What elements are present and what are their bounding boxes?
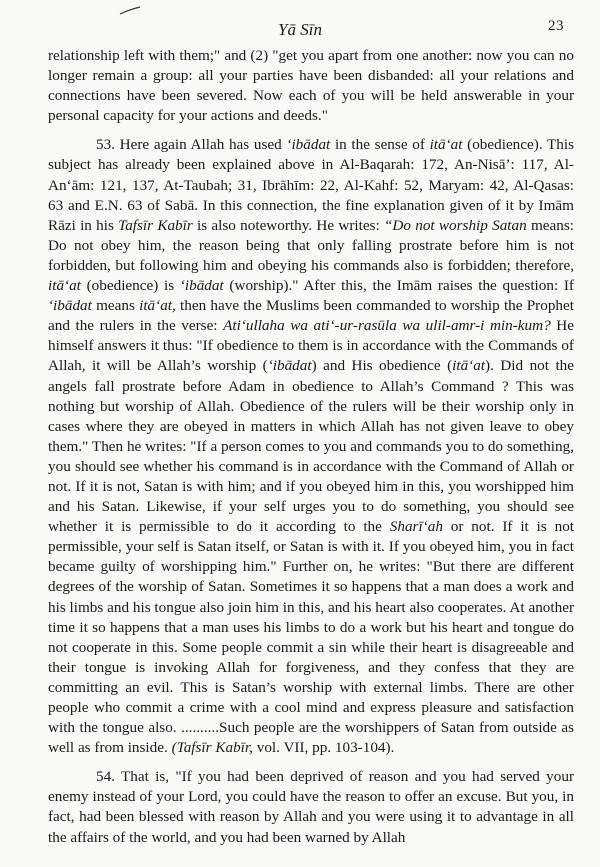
note-53-segment: vol. VII, pp. 103-104). — [252, 739, 395, 757]
note-53 — [48, 135, 574, 758]
note-53-segment: itā‘at — [48, 277, 81, 295]
note-53-segment: in the sense of — [330, 136, 430, 154]
note-53-segment: “Do not worship Satan — [383, 216, 527, 234]
note-53-segment: (worship)." After this, the Imām raises the question: If — [223, 277, 574, 295]
page-number: 23 — [548, 18, 564, 34]
note-53-segment: (Tafsīr Kabīr, — [171, 739, 253, 757]
note-53-segment: (obedience). This subject has already been explained above in Al-Baqarah: 172, An-Nisā’: 117, Al-An‘ām: 121, 137, At-Taubah; 31, Ibrāhīm: 22, Al-Kahf: 52, Maryam: 42, Al-Qasas: 63 and E.N. 63 of Sabā. In this connection, the fine explanation given of it by Imām Rāzi in his — [48, 136, 575, 234]
note-53-segment: Sharī‘ah — [389, 518, 443, 536]
note-53-segment: then have the Muslims been commanded to worship the Prophet and the rulers in the verse: — [48, 297, 574, 335]
note-53-segment: itā‘at — [452, 357, 486, 375]
note-53-segment: means — [91, 297, 140, 315]
note-54-segment: 54. That is, "If you had been deprived of reason and you had served your enemy instead of your Lord, you could have the reason to offer an excuse. But you, in fact, had been blessed with reason by Allah and you were using it to advantage in all the affairs of the world, and you had been warned by Allah — [48, 768, 574, 846]
continuation-segment: relationship left with them;" and (2) "get you apart from one another: now you can no longer remain a group: all your parties have been disbanded: all your relations and connections have been severed. Now each of you will be held answerable in your personal capacity for your actions and deeds." — [48, 47, 574, 125]
note-53-segment: or not. If it is not permissible, your self is Satan itself, or Satan is with it. If you obeyed him, you in fact became guilty of worshipping him." Further on, he writes: "But there are different degrees of the worship of Satan. Sometimes it so happens that a man does a work and his limbs and his tongue also join him in this, and his heart also cooperates. At another time it so happens that a man uses his limbs to do a work but his heart and tongue do not cooperate in this. Some people commit a sin while their heart is disagreeable and their tongue is invoking Allah for forgiveness, and they confess that they are committing an evil. This is Satan’s worship with external limbs. There are other people who commit a crime with a cool mind and express pleasure and satisfaction with the tongue also. ..........Such people are the worshippers of Satan from outside as well as from inside. — [48, 518, 575, 757]
note-53-segment: ) and His obedience ( — [311, 357, 453, 375]
running-header: Yā Sīn — [278, 20, 322, 39]
note-53-segment: itā‘at — [429, 136, 463, 154]
note-53-segment: means: Do not obey him, the reason being that only falling prostrate before him is not forbidden, but following him and obeying his commands also is forbidden; therefore, — [48, 216, 574, 274]
note-53-segment: ‘ibādat — [286, 136, 331, 154]
note-53-segment: ‘ibādat — [267, 357, 312, 375]
pen-stroke-mark — [118, 6, 142, 16]
paragraph-continuation — [48, 46, 574, 126]
note-53-segment: ). Did not the angels fall prostrate before Adam in obedience to Allah’s Command ? This was nothing but worship of Allah. Obedience of the rulers will be their worship only in cases where they are obeyed in matters in which Allah has not given leave to obey them." Then he writes: "If a person comes to you and commands you to do something, you should see whether his command is in accordance with the Command of Allah or not. If it is not, Satan is with him; and if you obeyed him in this, you worshipped him and his Satan. Likewise, if your self urges you to do something, you should see whether it is permissible to do it according to the — [48, 357, 574, 536]
note-53-segment: ‘ibādat — [179, 277, 224, 295]
note-53-segment: (obedience) is — [80, 277, 180, 295]
note-53-segment: is also noteworthy. He writes: — [192, 216, 384, 234]
note-53-segment: He himself answers it thus: "If obedience to them is in accordance with the Commands of Allah, it will be Allah’s worship ( — [48, 317, 574, 375]
note-53-segment: Ati‘ullaha wa ati‘-ur-rasūla wa ulil-amr-i min-kum? — [223, 317, 551, 335]
note-53-segment: 53. Here again Allah has used — [96, 136, 287, 154]
note-53-segment: itā‘at, — [139, 297, 176, 315]
note-54 — [48, 767, 574, 847]
body-text — [48, 46, 574, 848]
note-53-segment: ‘ibādat — [48, 297, 92, 315]
note-53-segment: Tafsīr Kabīr — [118, 216, 193, 234]
